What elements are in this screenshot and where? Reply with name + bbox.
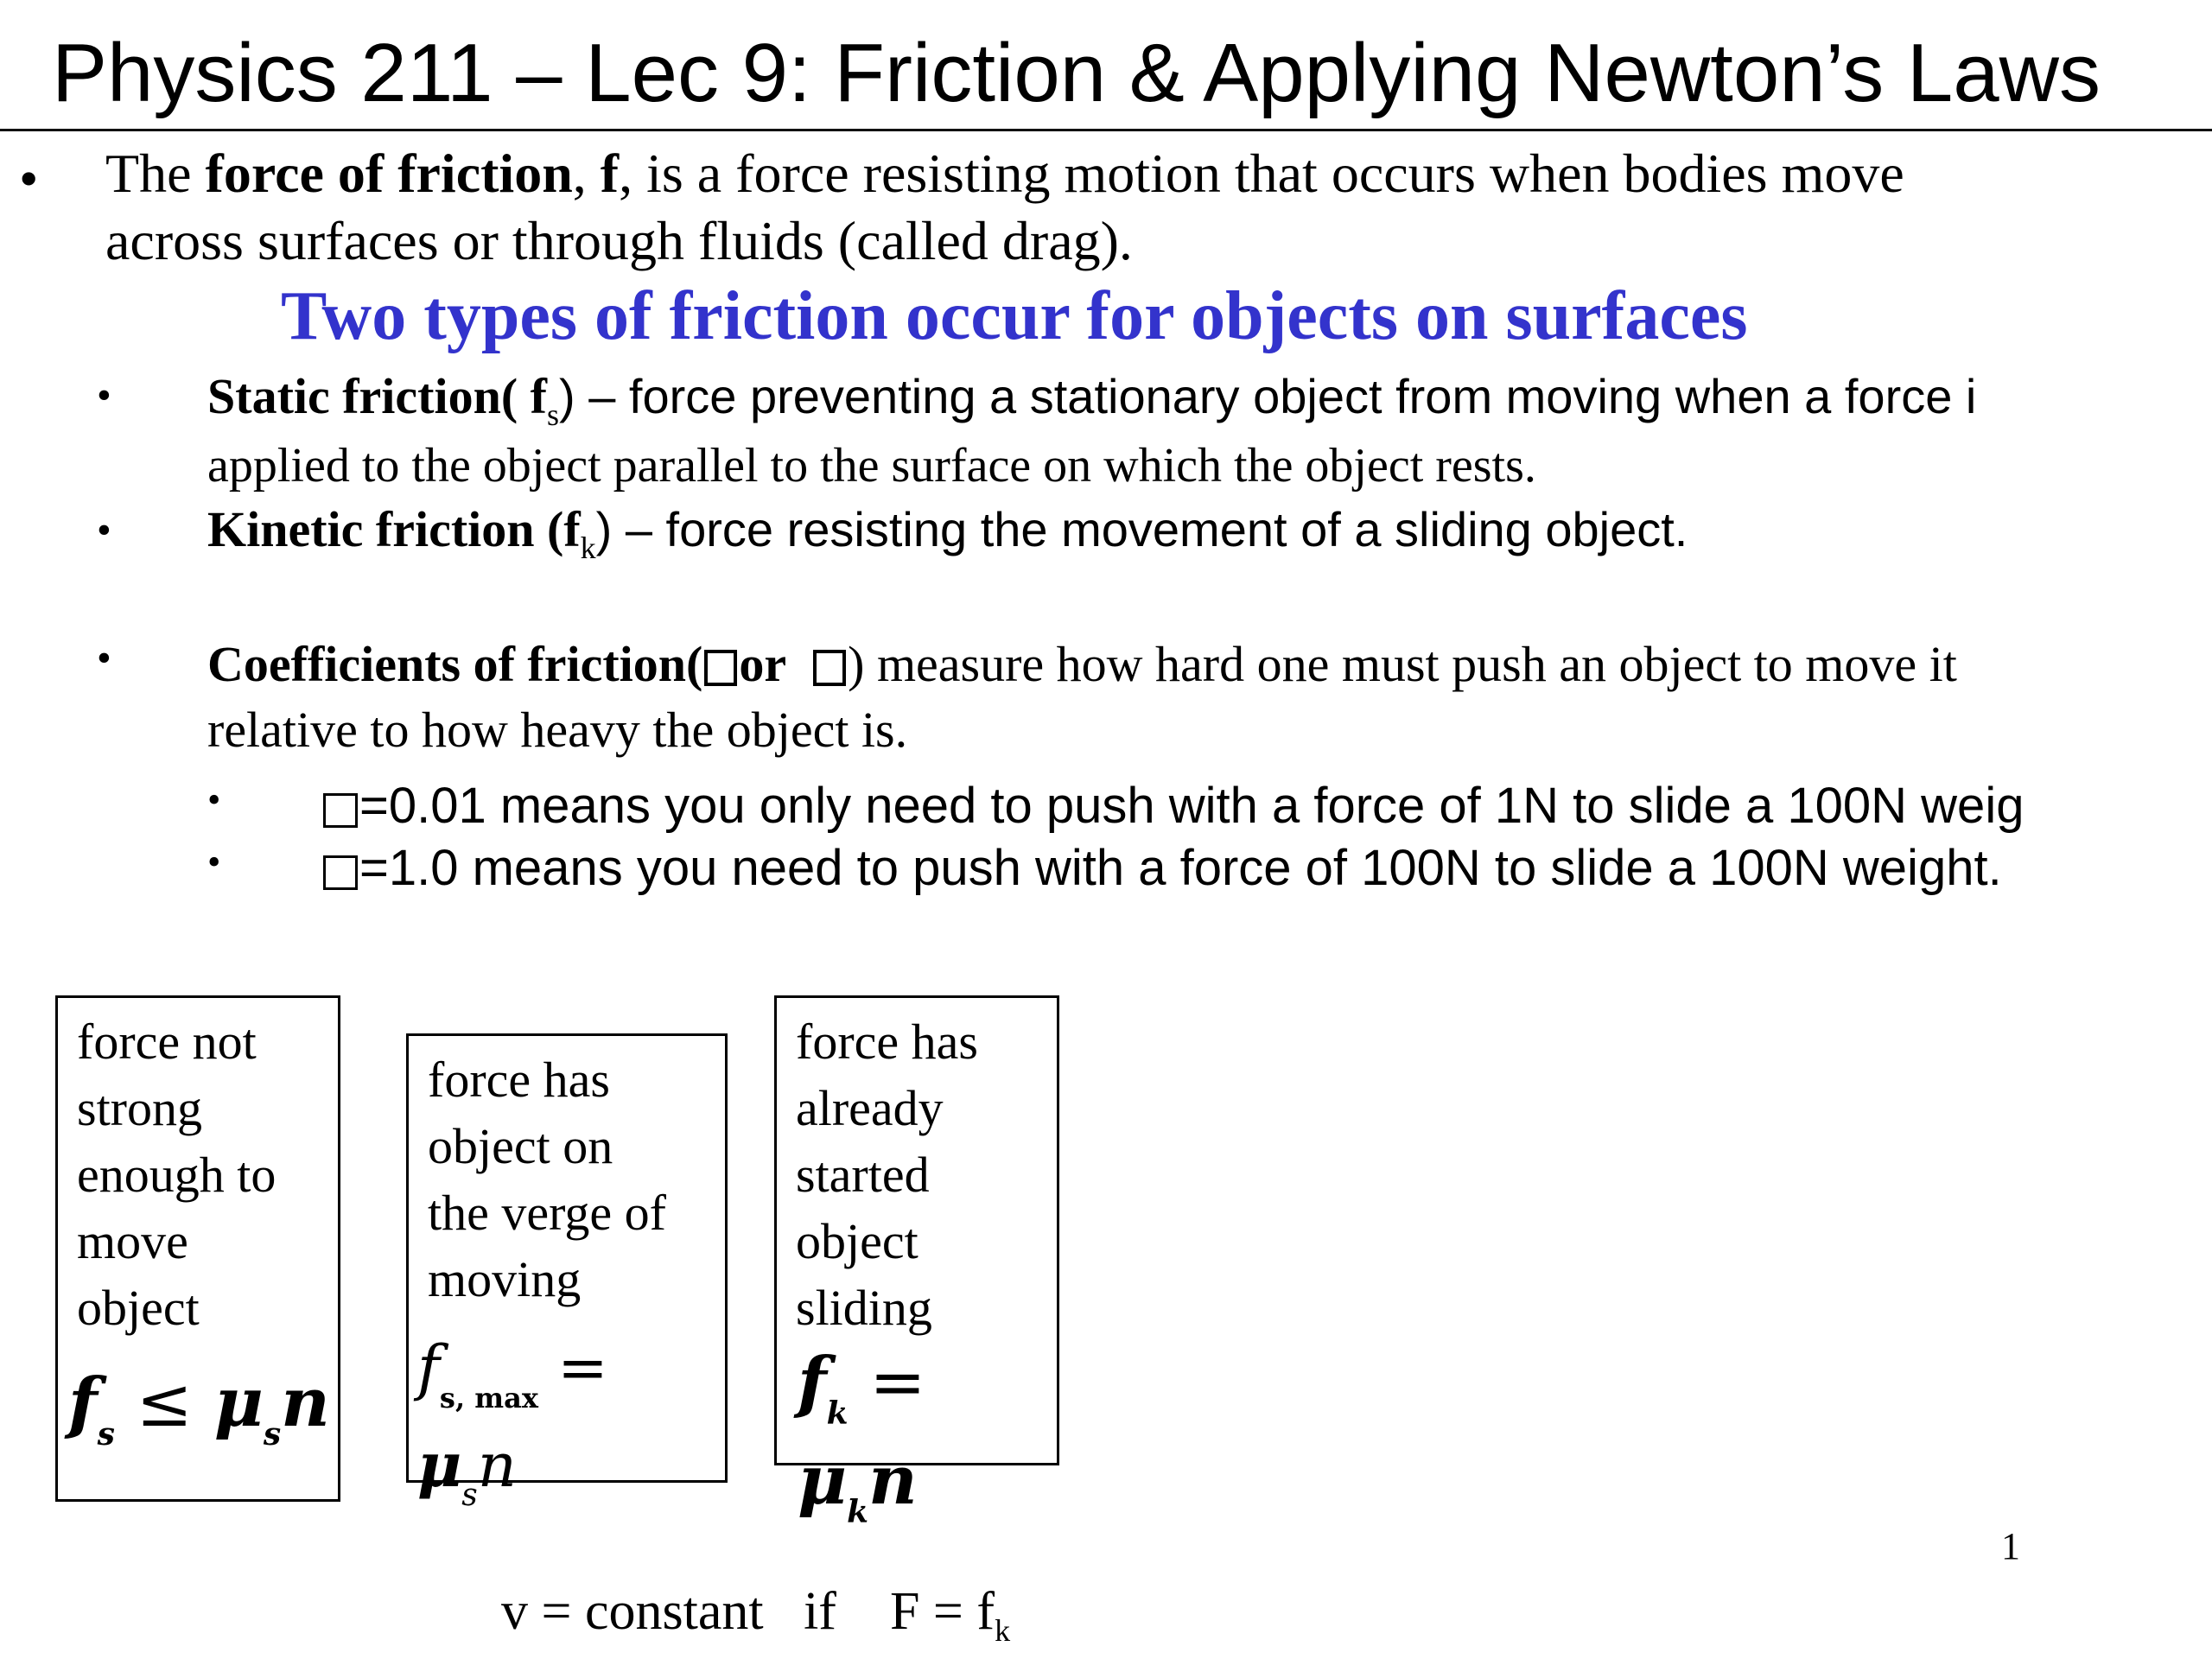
box-kinetic-line: started — [796, 1147, 930, 1203]
coefficients-line-2: relative to how heavy the object is. — [207, 702, 908, 758]
intro-line-2: across surfaces or through fluids (called drag). — [105, 210, 1133, 271]
box-static-line: enough to — [77, 1147, 276, 1203]
kinetic-text: – force resisting the movement of a sliding object. — [612, 502, 1688, 556]
box-kinetic — [774, 995, 1059, 1530]
intro-bold-force: force of friction — [205, 143, 573, 204]
box-kinetic-line: sliding — [796, 1280, 932, 1336]
static-label — [207, 368, 559, 432]
formula-fsub: k — [826, 1395, 849, 1432]
static-line-2: applied to the object parallel to the surface on which the object rests. — [207, 439, 1536, 493]
mu-placeholder-icon — [323, 855, 358, 890]
formula-f: f — [417, 1332, 440, 1403]
formula-f: f — [68, 1363, 98, 1442]
box-static-line: strong — [77, 1080, 202, 1136]
formula-fsub: s, max — [439, 1382, 538, 1414]
box-verge — [406, 1033, 728, 1513]
static-label-text: Static friction( f — [207, 368, 547, 424]
title-divider — [0, 129, 2212, 131]
intro-text-2: , — [572, 143, 601, 204]
bullet-coefficients: • — [97, 635, 111, 681]
intro-line-1 — [105, 140, 1904, 207]
coefficients-close: ) — [848, 636, 865, 692]
box-static-line: force not — [77, 1014, 257, 1070]
static-sub: s — [546, 397, 559, 432]
slide-title: Physics 211 – Lec 9: Friction & Applying Newton’s Laws — [52, 27, 2101, 119]
bottom-equation-sub: k — [995, 1613, 1011, 1648]
intro-text-1: The — [105, 143, 206, 204]
bullet-static: • — [97, 372, 111, 418]
coefficients-line-1 — [207, 634, 1957, 695]
formula-op: = — [848, 1344, 926, 1421]
mu-static-placeholder-icon — [704, 650, 737, 686]
bullet-kinetic: • — [97, 507, 111, 553]
formula-verge — [417, 1332, 725, 1529]
formula-n: n — [281, 1363, 330, 1442]
mu-placeholder-icon — [323, 793, 358, 828]
formula-mu: μ — [798, 1441, 848, 1520]
formula-mu: μ — [417, 1429, 462, 1501]
intro-text-3: , is a force resisting motion that occurs when bodies move — [619, 143, 1904, 204]
bullet-example-2: • — [207, 841, 221, 883]
subheading: Two types of friction occur for objects on surfaces — [281, 278, 1748, 354]
bullet-example-1: • — [207, 779, 221, 821]
kinetic-sub: k — [580, 531, 596, 565]
static-text: – force preventing a stationary object from moving when a force i — [575, 369, 1977, 423]
formula-f: f — [798, 1343, 827, 1421]
formula-musub: k — [847, 1494, 869, 1530]
kinetic-close: ) — [595, 502, 613, 556]
coefficients-label: Coefficients of friction( — [207, 636, 703, 692]
formula-musub: s — [461, 1478, 478, 1513]
box-verge-line: force has — [428, 1052, 610, 1108]
box-verge-line: moving — [428, 1251, 582, 1307]
static-line-1 — [207, 366, 1976, 445]
kinetic-label — [207, 501, 596, 565]
mu-kinetic-placeholder-icon — [813, 650, 846, 686]
formula-kinetic — [798, 1343, 1057, 1546]
box-static-line: object — [77, 1280, 200, 1336]
formula-n: n — [868, 1441, 918, 1520]
coefficients-or: or — [739, 636, 787, 692]
formula-static — [68, 1363, 330, 1468]
formula-mu: μ — [213, 1363, 264, 1442]
box-static — [55, 995, 340, 1502]
box-verge-line: the verge of — [428, 1185, 666, 1241]
page-number: 1 — [2001, 1525, 2020, 1567]
formula-n: n — [477, 1430, 517, 1501]
static-desc — [559, 369, 1976, 423]
box-static-line: move — [77, 1213, 188, 1269]
box-verge-line: object on — [428, 1118, 613, 1174]
coefficients-text: measure how hard one must push an object to move it — [864, 636, 1957, 692]
formula-op: ≤ — [114, 1364, 214, 1442]
box-kinetic-line: already — [796, 1080, 944, 1136]
bottom-equation-text: v = constant if F = f — [501, 1582, 995, 1641]
kinetic-desc — [596, 502, 1688, 556]
formula-fsub: s — [97, 1416, 115, 1452]
formula-op: = — [537, 1332, 608, 1403]
example-2-text: =1.0 means you need to push with a force of 100N to slide a 100N weight. — [359, 840, 2002, 896]
intro-bold-f: f — [600, 143, 620, 204]
kinetic-line — [207, 499, 1688, 578]
example-1-text: =0.01 means you only need to push with a force of 1N to slide a 100N weig — [359, 778, 2024, 834]
formula-musub: s — [263, 1416, 282, 1452]
static-close: ) — [559, 369, 575, 423]
example-1 — [321, 776, 2024, 836]
example-2 — [321, 838, 2002, 899]
kinetic-label-text: Kinetic friction (f — [207, 501, 581, 557]
box-kinetic-line: force has — [796, 1014, 978, 1070]
bullet-intro: • — [19, 148, 39, 209]
bottom-equation — [501, 1581, 1010, 1649]
box-kinetic-line: object — [796, 1213, 918, 1269]
